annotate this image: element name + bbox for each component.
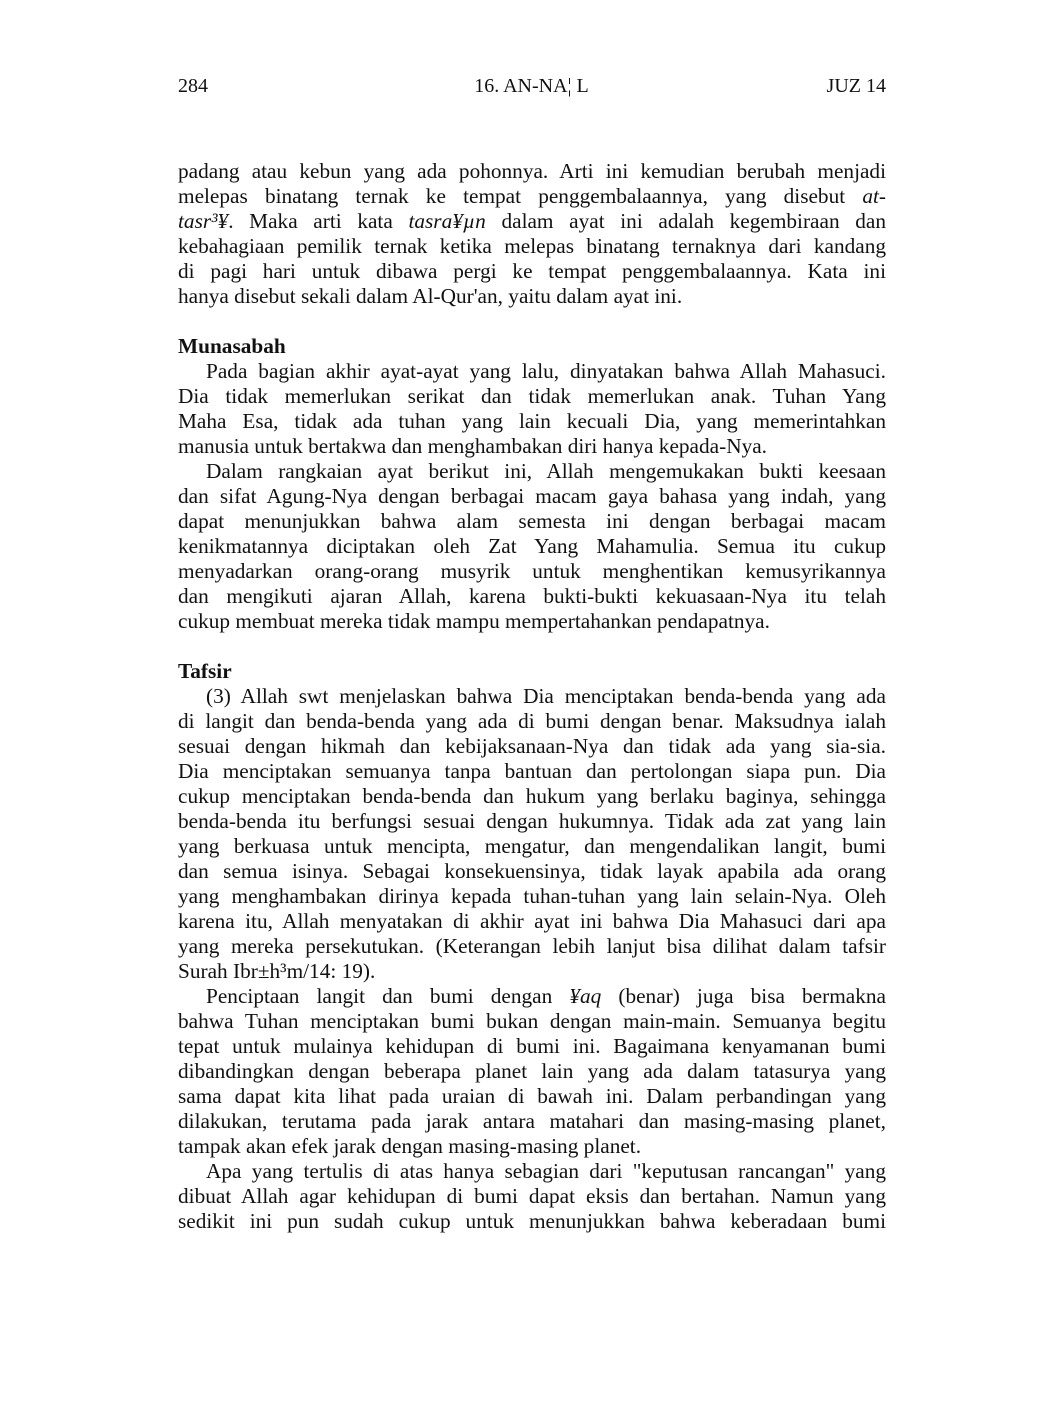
text-line: sesuai dengan hikmah dan kebijaksanaan-Nya dan tidak ada yang sia-sia. (178, 734, 886, 758)
text-line: cukup menciptakan benda-benda dan hukum yang berlaku baginya, sehingga (178, 784, 886, 808)
text-line: dibuat Allah agar kehidupan di bumi dapat eksis dan bertahan. Namun yang (178, 1184, 886, 1208)
text-line: Dalam rangkaian ayat berikut ini, Allah mengemukakan bukti keesaan (206, 459, 886, 483)
text-line: Apa yang tertulis di atas hanya sebagian dari "keputusan rancangan" yang (206, 1159, 886, 1183)
paragraph (178, 159, 886, 309)
paragraph (178, 359, 886, 459)
text-line: tepat untuk mulainya kehidupan di bumi ini. Bagaimana kenyamanan bumi (178, 1034, 886, 1058)
italic-term: ¥aq (569, 984, 602, 1008)
text-line: manusia untuk bertakwa dan menghambakan diri hanya kepada-Nya. (178, 434, 768, 458)
text-line: sama dapat kita lihat pada uraian di bawah ini. Dalam perbandingan yang (178, 1084, 886, 1108)
text-line: Dia menciptakan semuanya tanpa bantuan dan pertolongan siapa pun. Dia (178, 759, 886, 783)
text-line: yang berkuasa untuk mencipta, mengatur, dan mengendalikan langit, bumi (178, 834, 886, 858)
text-line: Penciptaan langit dan bumi dengan ¥aq (benar) juga bisa bermakna (206, 984, 886, 1008)
text-line: cukup membuat mereka tidak mampu mempertahankan pendapatnya. (178, 609, 770, 633)
paragraph (178, 459, 886, 634)
page-number: 284 (178, 75, 208, 97)
italic-term: tasra¥µn (408, 209, 486, 233)
text-line: di pagi hari untuk dibawa pergi ke tempat penggembalaannya. Kata ini (178, 259, 886, 283)
text-line: dan mengikuti ajaran Allah, karena bukti-bukti kekuasaan-Nya itu telah (178, 584, 886, 608)
text-line: dan sifat Agung-Nya dengan berbagai macam gaya bahasa yang indah, yang (178, 484, 886, 508)
italic-term: at- (862, 184, 886, 208)
section-spacer (178, 309, 886, 334)
paragraph (178, 984, 886, 1159)
text-line: sedikit ini pun sudah cukup untuk menunjukkan bahwa keberadaan bumi (178, 1209, 886, 1233)
paragraph (178, 684, 886, 984)
text-line: di langit dan benda-benda yang ada di bumi dengan benar. Maksudnya ialah (178, 709, 886, 733)
text-line: yang mereka persekutukan. (Keterangan lebih lanjut bisa dilihat dalam tafsir (178, 934, 886, 958)
page-body (178, 159, 886, 1234)
text-line: padang atau kebun yang ada pohonnya. Arti ini kemudian berubah menjadi (178, 159, 886, 183)
text-line: dan semua isinya. Sebagai konsekuensinya, tidak layak apabila ada orang (178, 859, 886, 883)
text-line: melepas binatang ternak ke tempat penggembalaannya, yang disebut at- (178, 184, 886, 208)
text-line: menyadarkan orang-orang musyrik untuk menghentikan kemusyrikannya (178, 559, 886, 583)
text-line: yang menghambakan dirinya kepada tuhan-tuhan yang lain selain-Nya. Oleh (178, 884, 886, 908)
section-spacer (178, 634, 886, 659)
text-line: karena itu, Allah menyatakan di akhir ayat ini bahwa Dia Mahasuci dari apa (178, 909, 886, 933)
section-heading: Munasabah (178, 334, 286, 358)
text-line: dapat menunjukkan bahwa alam semesta ini dengan berbagai macam (178, 509, 886, 533)
text-line: dilakukan, terutama pada jarak antara matahari dan masing-masing planet, (178, 1109, 886, 1133)
text-line: kebahagiaan pemilik ternak ketika melepas binatang ternaknya dari kandang (178, 234, 886, 258)
text-line: dibandingkan dengan beberapa planet lain yang ada dalam tatasurya yang (178, 1059, 886, 1083)
text-line: hanya disebut sekali dalam Al-Qur'an, yaitu dalam ayat ini. (178, 284, 683, 308)
juz-label: JUZ 14 (826, 75, 886, 97)
text-line: benda-benda itu berfungsi sesuai dengan hukumnya. Tidak ada zat yang lain (178, 809, 886, 833)
text-line: bahwa Tuhan menciptakan bumi bukan dengan main-main. Semuanya begitu (178, 1009, 886, 1033)
text-line: (3) Allah swt menjelaskan bahwa Dia menciptakan benda-benda yang ada (206, 684, 886, 708)
paragraph (178, 1159, 886, 1234)
italic-term: tasr³¥ (178, 209, 229, 233)
text-line: kenikmatannya diciptakan oleh Zat Yang Mahamulia. Semua itu cukup (178, 534, 886, 558)
text-line: Surah Ibr±h³m/14: 19). (178, 959, 376, 983)
section-heading: Tafsir (178, 659, 232, 683)
text-line: tasr³¥. Maka arti kata tasra¥µn dalam ayat ini adalah kegembiraan dan (178, 209, 886, 233)
text-line: Maha Esa, tidak ada tuhan yang lain kecuali Dia, yang memerintahkan (178, 409, 886, 433)
running-title: 16. AN-NA¦ L (474, 75, 589, 97)
text-line: Pada bagian akhir ayat-ayat yang lalu, dinyatakan bahwa Allah Mahasuci. (206, 359, 886, 383)
text-line: tampak akan efek jarak dengan masing-masing planet. (178, 1134, 642, 1158)
text-line: Dia tidak memerlukan serikat dan tidak memerlukan anak. Tuhan Yang (178, 384, 886, 408)
